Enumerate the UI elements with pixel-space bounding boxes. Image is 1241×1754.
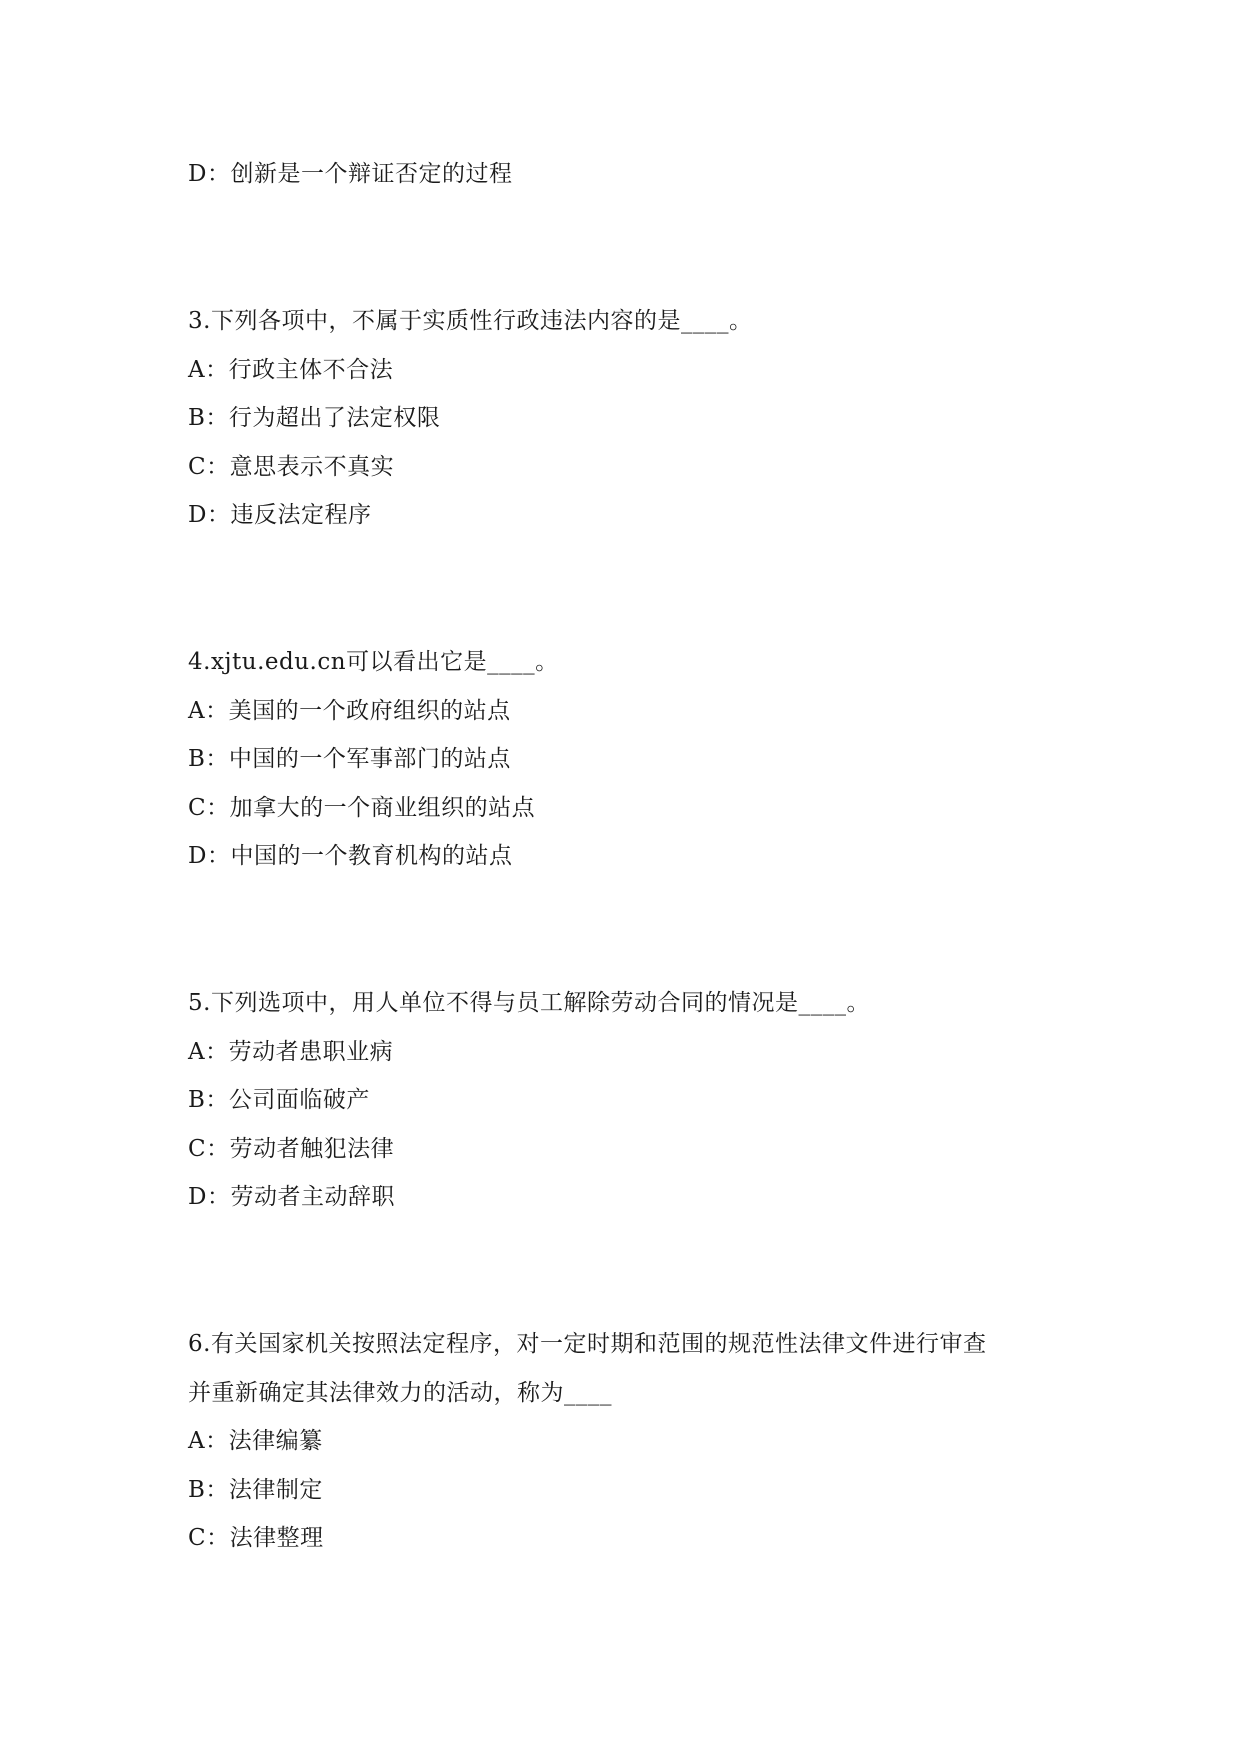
q5-stem: 5.下列选项中，用人单位不得与员工解除劳动合同的情况是____。	[188, 990, 870, 1016]
q6-option-b: B：法律制定	[188, 1477, 323, 1503]
q4-option-b: B：中国的一个军事部门的站点	[188, 746, 511, 772]
q3-option-d: D：违反法定程序	[188, 502, 372, 528]
q5-option-c: C：劳动者触犯法律	[188, 1136, 395, 1162]
q3-option-a: A：行政主体不合法	[188, 357, 394, 383]
q2-option-d: D：创新是一个辩证否定的过程	[188, 161, 513, 187]
q3-option-c: C：意思表示不真实	[188, 454, 395, 480]
q6-stem-line1: 6.有关国家机关按照法定程序，对一定时期和范围的规范性法律文件进行审查	[188, 1331, 987, 1357]
q4-option-c: C：加拿大的一个商业组织的站点	[188, 795, 536, 821]
q4-stem: 4.xjtu.edu.cn可以看出它是____。	[188, 649, 559, 675]
q5-option-b: B：公司面临破产	[188, 1087, 370, 1113]
q5-option-a: A：劳动者患职业病	[188, 1039, 394, 1065]
q4-option-a: A：美国的一个政府组织的站点	[188, 698, 511, 724]
q4-option-d: D：中国的一个教育机构的站点	[188, 843, 513, 869]
q6-stem-line2: 并重新确定其法律效力的活动，称为____	[188, 1380, 612, 1406]
q3-stem: 3.下列各项中，不属于实质性行政违法内容的是____。	[188, 308, 753, 334]
q3-option-b: B：行为超出了法定权限	[188, 405, 441, 431]
q6-option-a: A：法律编纂	[188, 1428, 323, 1454]
q5-option-d: D：劳动者主动辞职	[188, 1184, 395, 1210]
q6-option-c: C：法律整理	[188, 1525, 324, 1551]
